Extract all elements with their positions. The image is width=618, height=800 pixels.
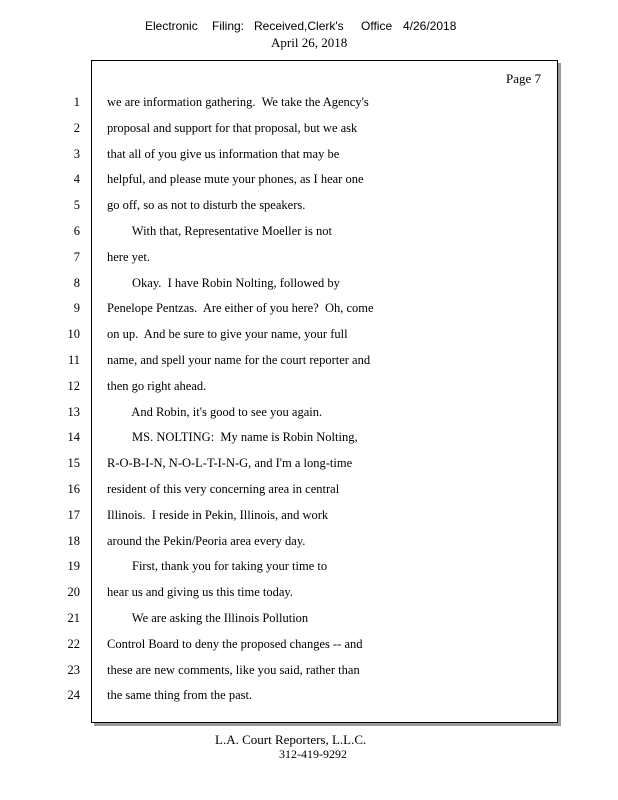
transcript-line: With that, Representative Moeller is not bbox=[107, 224, 332, 238]
transcript-line: on up. And be sure to give your name, your full bbox=[107, 327, 348, 341]
line-number: 17 bbox=[67, 508, 80, 522]
line-number: 8 bbox=[73, 276, 80, 290]
transcript-line: We are asking the Illinois Pollution bbox=[107, 611, 309, 625]
transcript-line: helpful, and please mute your phones, as I hear one bbox=[107, 172, 364, 186]
stamp-received-clerks: Received,Clerk's bbox=[254, 19, 344, 33]
line-number: 7 bbox=[73, 250, 80, 264]
stamp-office: Office bbox=[361, 19, 393, 33]
line-number: 18 bbox=[67, 534, 80, 548]
transcript-line: hear us and giving us this time today. bbox=[107, 585, 293, 599]
line-number: 4 bbox=[73, 172, 80, 186]
line-number: 14 bbox=[67, 430, 80, 444]
page-number: Page 7 bbox=[505, 71, 541, 86]
line-number: 5 bbox=[73, 198, 80, 212]
transcript-line: go off, so as not to disturb the speakers. bbox=[107, 198, 306, 212]
line-number: 20 bbox=[67, 585, 80, 599]
transcript-line: Okay. I have Robin Nolting, followed by bbox=[107, 276, 340, 290]
line-number: 16 bbox=[67, 482, 80, 496]
transcript-line: we are information gathering. We take the Agency's bbox=[107, 95, 369, 109]
transcript-line: here yet. bbox=[107, 250, 151, 264]
transcript-line: these are new comments, like you said, rather than bbox=[107, 663, 360, 677]
line-number: 15 bbox=[67, 456, 80, 470]
stamp-date: April 26, 2018 bbox=[271, 35, 348, 50]
filing-stamp bbox=[0, 19, 618, 35]
line-number: 11 bbox=[67, 353, 80, 367]
court-reporter-phone: 312-419-9292 bbox=[279, 747, 347, 761]
transcript-line: the same thing from the past. bbox=[107, 688, 253, 702]
stamp-date-numeric: 4/26/2018 bbox=[403, 19, 457, 33]
line-number: 12 bbox=[67, 379, 80, 393]
line-number: 10 bbox=[67, 327, 80, 341]
line-number: 23 bbox=[67, 663, 80, 677]
transcript-line: name, and spell your name for the court reporter and bbox=[107, 353, 371, 367]
transcript-line: Control Board to deny the proposed changes -- and bbox=[107, 637, 363, 651]
transcript-line: MS. NOLTING: My name is Robin Nolting, bbox=[107, 430, 358, 444]
line-number: 2 bbox=[73, 121, 80, 135]
transcript-line: around the Pekin/Peoria area every day. bbox=[107, 534, 306, 548]
transcript-line: And Robin, it's good to see you again. bbox=[107, 405, 323, 419]
transcript-line: Penelope Pentzas. Are either of you here? Oh, come bbox=[107, 301, 374, 315]
stamp-filing: Filing: bbox=[212, 19, 245, 33]
transcript-line: Illinois. I reside in Pekin, Illinois, and work bbox=[107, 508, 329, 522]
line-number: 19 bbox=[67, 559, 80, 573]
transcript-line: then go right ahead. bbox=[107, 379, 207, 393]
line-number: 22 bbox=[67, 637, 80, 651]
line-number: 1 bbox=[73, 95, 80, 109]
transcript-line: proposal and support for that proposal, but we ask bbox=[107, 121, 358, 135]
line-number: 9 bbox=[73, 301, 80, 315]
line-number: 3 bbox=[73, 147, 80, 161]
transcript-line: R-O-B-I-N, N-O-L-T-I-N-G, and I'm a long-time bbox=[107, 456, 353, 470]
line-number: 6 bbox=[73, 224, 80, 238]
line-number: 24 bbox=[67, 688, 80, 702]
transcript-line: First, thank you for taking your time to bbox=[107, 559, 328, 573]
court-reporter-name: L.A. Court Reporters, L.L.C. bbox=[215, 732, 367, 747]
line-number: 13 bbox=[67, 405, 80, 419]
transcript-line: that all of you give us information that may be bbox=[107, 147, 340, 161]
transcript-line: resident of this very concerning area in central bbox=[107, 482, 340, 496]
stamp-electronic: Electronic bbox=[145, 19, 198, 33]
line-number: 21 bbox=[67, 611, 80, 625]
